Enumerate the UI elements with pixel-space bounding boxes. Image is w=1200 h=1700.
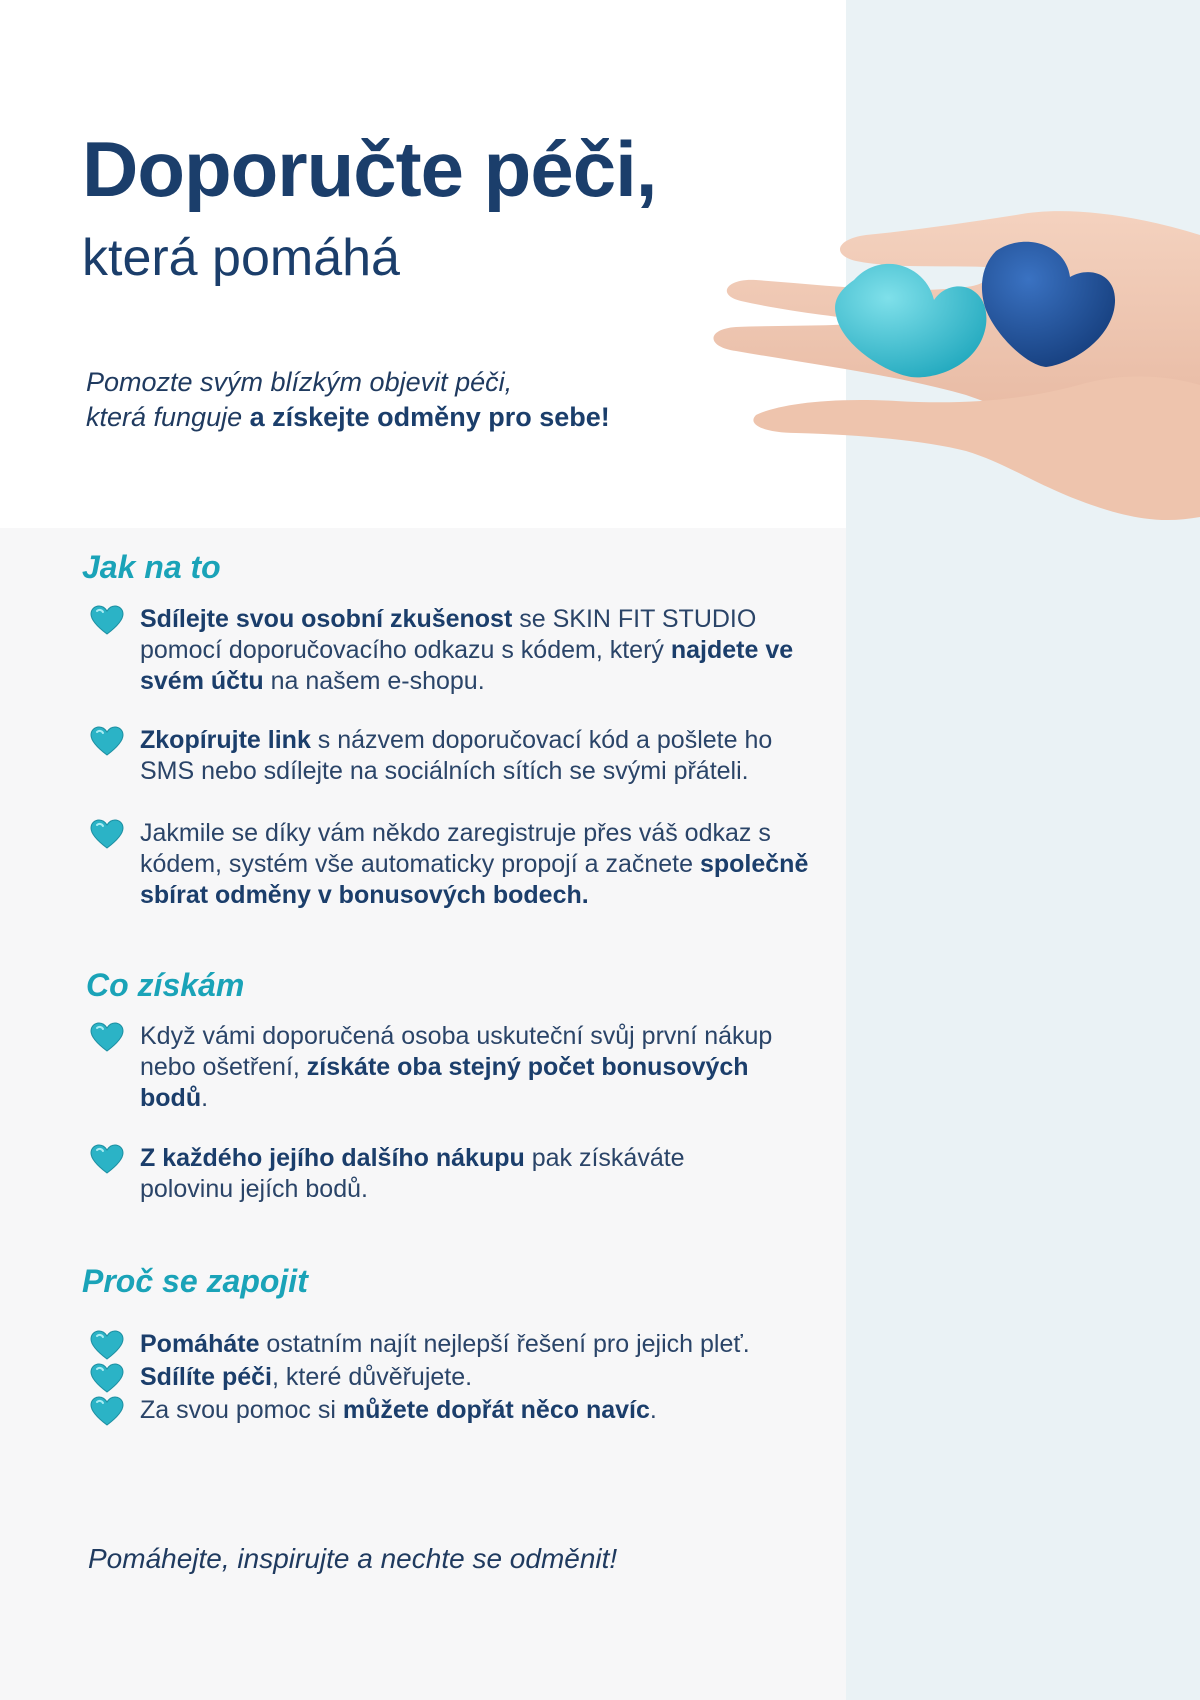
content-panel xyxy=(0,528,846,1700)
why-item-1 xyxy=(90,1329,830,1360)
how-2-bold-1: Zkopírujte link xyxy=(140,726,311,754)
heart-icon xyxy=(90,726,124,756)
how-1-bold-2: najdete ve svém účtu xyxy=(140,636,794,695)
gain-1-bold-1: získáte oba stejný počet bonusových bodů xyxy=(140,1053,749,1112)
gain-2-bold-1: Z každého jejího dalšího nákupu xyxy=(140,1144,525,1172)
gain-item-2 xyxy=(90,1143,760,1205)
why-3-text-2: . xyxy=(649,1396,657,1424)
gain-item-1 xyxy=(90,1021,780,1114)
hands-holding-hearts-illustration xyxy=(666,205,1200,525)
heart-icon xyxy=(90,1330,124,1360)
page-subtitle: která pomáhá xyxy=(82,229,400,287)
section-heading-why: Proč se zapojit xyxy=(82,1263,308,1299)
why-3-bold-1: můžete dopřát něco navíc xyxy=(342,1396,650,1424)
why-3-text-1: Za svou pomoc si xyxy=(140,1396,343,1424)
heart-icon xyxy=(90,819,124,849)
heart-icon xyxy=(90,1022,124,1052)
gain-2-text-1: pak získáváte polovinu jejích bodů. xyxy=(140,1144,685,1203)
why-1-bold-1: Pomáháte xyxy=(140,1330,260,1358)
gain-1-text-2: . xyxy=(201,1084,209,1112)
section-heading-how: Jak na to xyxy=(82,549,221,585)
section-heading-gain: Co získám xyxy=(86,967,245,1003)
how-step-2 xyxy=(90,725,830,787)
why-2-text-1: , které důvěřujete. xyxy=(271,1363,473,1391)
how-1-bold-1: Sdílejte svou osobní zkušenost xyxy=(140,605,513,633)
intro-line-1: Pomozte svým blízkým objevit péči, xyxy=(86,367,513,397)
heart-icon xyxy=(90,1144,124,1174)
how-2-text-1: s názvem doporučovací kód a pošlete ho SMS nebo sdílejte na sociálních sítích se svými přáteli. xyxy=(140,726,773,785)
gain-1-text-1: Když vámi doporučená osoba uskuteční svůj první nákup nebo ošetření, xyxy=(140,1022,773,1081)
intro-line-2: která funguje xyxy=(86,402,250,432)
how-1-text-1: se SKIN FIT STUDIO pomocí doporučovacího odkazu s kódem, který xyxy=(140,605,757,664)
intro-highlight: a získejte odměny pro sebe! xyxy=(249,402,610,432)
heart-icon xyxy=(90,605,124,635)
how-3-text-1: Jakmile se díky vám někdo zaregistruje přes váš odkaz s kódem, systém vše automaticky propojí a začnete xyxy=(140,819,771,878)
how-1-text-2: na našem e-shopu. xyxy=(263,667,485,695)
why-item-3 xyxy=(90,1395,830,1426)
why-item-2 xyxy=(90,1362,830,1393)
how-step-1 xyxy=(90,604,830,697)
page-title: Doporučte péči, xyxy=(82,125,657,213)
heart-icon xyxy=(90,1396,124,1426)
why-2-bold-1: Sdílíte péči xyxy=(140,1363,272,1391)
footer-tagline: Pomáhejte, inspirujte a nechte se odměnit! xyxy=(88,1543,618,1574)
how-3-bold-1: společně sbírat odměny v bonusových bodech. xyxy=(140,850,809,909)
heart-icon xyxy=(90,1363,124,1393)
how-step-3 xyxy=(90,818,830,911)
why-1-text-1: ostatním najít nejlepší řešení pro jejich pleť. xyxy=(259,1330,750,1358)
